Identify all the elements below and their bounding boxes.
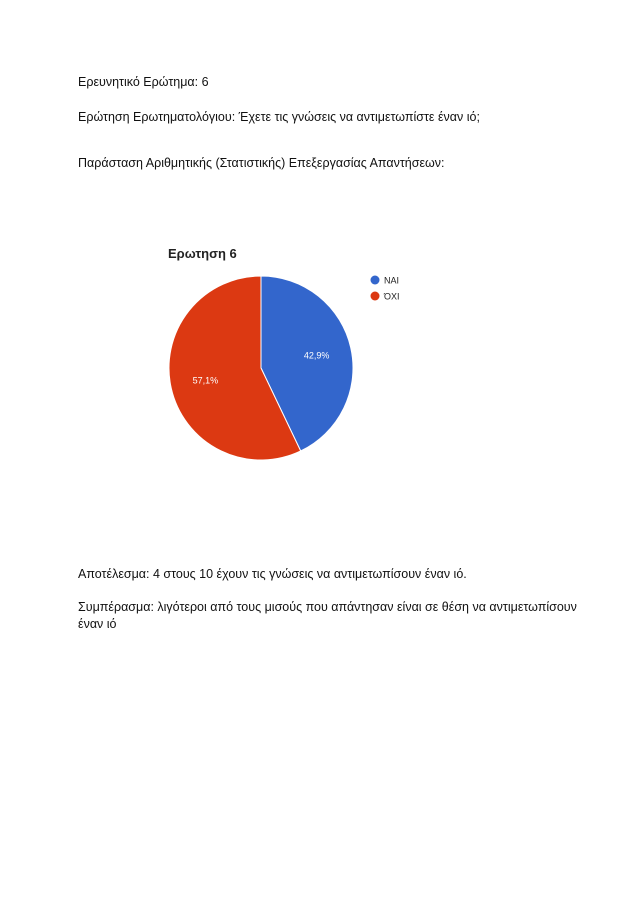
legend-swatch bbox=[371, 292, 380, 301]
legend-label: ΌΧΙ bbox=[384, 291, 400, 302]
pie-slices bbox=[169, 276, 353, 460]
questionnaire-question: Ερώτηση Ερωτηματολόγιου: Έχετε τις γνώσεις να αντιμετωπίστε έναν ιό; bbox=[78, 110, 480, 124]
slice-value-label: 42,9% bbox=[303, 350, 330, 361]
chart-legend bbox=[371, 276, 400, 302]
legend-label: ΝΑΙ bbox=[384, 275, 400, 286]
pie-chart bbox=[160, 240, 460, 475]
conclusion-text: Συμπέρασμα: λιγότεροι από τους μισούς που απάντησαν είναι σε θέση να αντιμετωπίσουν έναν ιό bbox=[78, 600, 577, 631]
slice-value-label: 57,1% bbox=[192, 375, 219, 386]
research-question: Ερευνητικό Ερώτημα: 6 bbox=[78, 75, 209, 89]
representation-heading: Παράσταση Αριθμητικής (Στατιστικής) Επεξεργασίας Απαντήσεων: bbox=[78, 156, 445, 170]
chart-title: Ερωτηση 6 bbox=[168, 246, 237, 261]
pie-chart-svg bbox=[160, 240, 460, 475]
result-text: Αποτέλεσμα: 4 στους 10 έχουν τις γνώσεις να αντιμετωπίσουν έναν ιό. bbox=[78, 567, 467, 581]
legend-swatch bbox=[371, 276, 380, 285]
